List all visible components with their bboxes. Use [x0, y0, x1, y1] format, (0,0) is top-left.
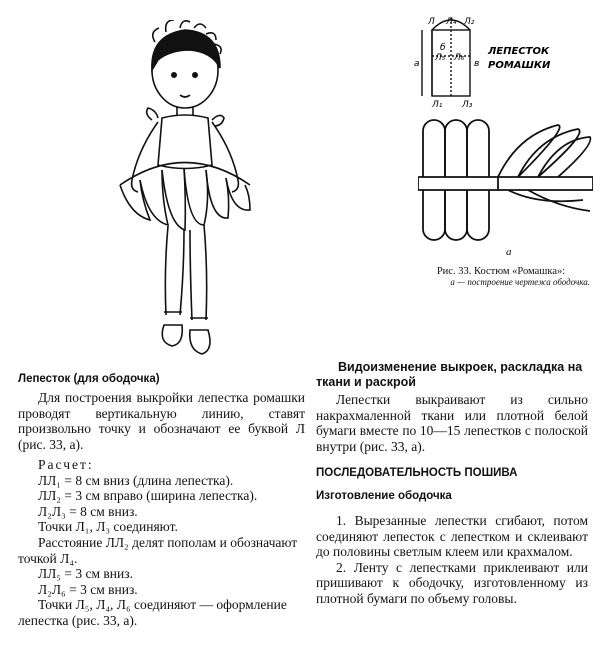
step-2: 2. Ленту с лепестками приклеивают или пришивают к ободочку, изготовленному из плотной бумаги по объему головы. [316, 559, 588, 606]
girl-costume-illustration [80, 20, 290, 365]
figure-caption: Рис. 33. Костюм «Ромашка»: [436, 266, 566, 277]
calc-title: Расчет: [38, 457, 94, 472]
figure-caption-sub: а — построение чертежа ободочка. [450, 277, 590, 287]
calc-line-2: ЛЛ₂ = 3 см вправо (ширина лепестка). [38, 488, 258, 504]
figure-sub-label: а [506, 246, 512, 258]
point-L: Л [428, 17, 435, 27]
right-paragraph: Лепестки выкраивают из сильно накрахмаленной ткани или плотной белой бумаги вместе по 10—15 лепестков с полоской внутри (рис. 33, а). [316, 392, 588, 454]
sub-heading: Изготовление ободочка [316, 490, 452, 502]
calc-line-3: Л₂Л₃ = 8 см вниз. [38, 503, 138, 519]
calc-line-5: Расстояние ЛЛ₂ делят пополам и обозначают точкой Л₄. [18, 534, 298, 566]
point-L2: Л₂ [464, 17, 475, 27]
calc-line-7: Л₂Л₆ = 3 см вниз. [38, 581, 138, 597]
calc-line-1: ЛЛ₁ = 8 см вниз (длина лепестка). [38, 472, 234, 488]
left-heading: Лепесток (для ободочка) [18, 373, 160, 385]
right-heading: Видоизменение выкроек, раскладка на ткани и раскрой [316, 360, 583, 389]
intro-paragraph: Для построения выкройки лепестка ромашки проводят вертикальную линию, ставят произвольно точку и обозначают ее буквой Л (рис. 33, а). [18, 390, 305, 452]
step-1: 1. Вырезанные лепестки сгибают, потом соединяют лепесток с лепестком и склеивают до половины светлым клеем или крахмалом. [316, 513, 588, 560]
dim-b: б [440, 43, 446, 53]
petal-strip-drawing [418, 115, 593, 250]
pattern-label-1: ЛЕПЕСТОК [488, 46, 550, 57]
right-para-block [316, 392, 588, 454]
point-L3: Л₃ [462, 100, 473, 110]
pattern-label-2: РОМАШКИ [488, 60, 551, 71]
petal-pattern-diagram [410, 10, 570, 110]
steps-block [316, 513, 588, 607]
point-L1: Л₁ [432, 100, 443, 110]
left-intro [18, 390, 305, 452]
point-L5: Л₅ [435, 53, 446, 63]
point-L4: Л₄ [446, 17, 457, 27]
calc-line-4: Точки Л₁, Л₃ соединяют. [38, 519, 178, 535]
figure-caption-block [412, 266, 590, 287]
dim-v: в [474, 59, 480, 69]
girl-bodice [158, 115, 212, 169]
calc-line-6: ЛЛ₅ = 3 см вниз. [38, 566, 133, 582]
calc-block [18, 457, 305, 629]
point-L6: Л₆ [454, 53, 465, 63]
calc-line-8: Точки Л₅, Л₄, Л₆ соединяют — оформление лепестка (рис. 33, а). [18, 597, 287, 628]
section-heading: ПОСЛЕДОВАТЕЛЬНОСТЬ ПОШИВА [316, 467, 518, 479]
dim-a: а [414, 59, 420, 69]
